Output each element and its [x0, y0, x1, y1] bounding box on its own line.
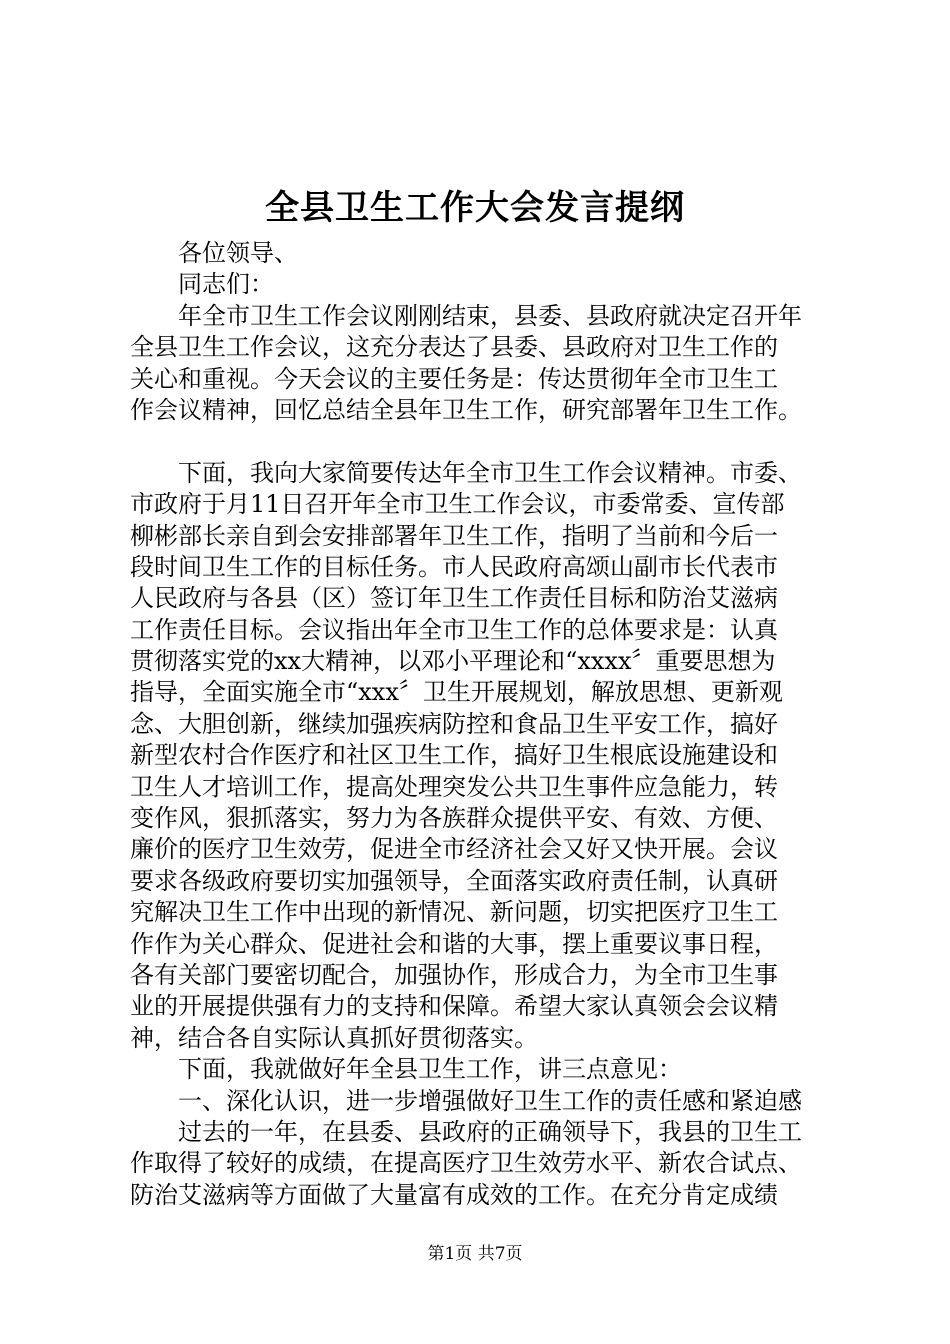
text-line: 同志们： [178, 270, 274, 299]
text-line: 工作责任目标。会议指出年全市卫生工作的总体要求是：认真 [130, 615, 778, 644]
text-line: 廉价的医疗卫生效劳，促进全市经济社会又好又快开展。会议 [130, 835, 778, 864]
text-line: 下面，我就做好年全县卫生工作，讲三点意见： [178, 1055, 682, 1084]
blank-line [130, 426, 850, 457]
text-line: 关心和重视。今天会议的主要任务是：传达贯彻年全市卫生工 [130, 364, 778, 393]
text-line: 卫生人才培训工作，提高处理突发公共卫生事件应急能力，转 [130, 772, 778, 801]
text-line: 下面，我向大家简要传达年全市卫生工作会议精神。市委、 [178, 458, 802, 487]
document-body [130, 238, 850, 1211]
text-line: 指导，全面实施全市“xxx〞卫生开展规划，解放思想、更新观 [130, 678, 783, 707]
text-line: 作作为关心群众、促进社会和谐的大事，摆上重要议事日程， [130, 929, 778, 958]
text-line: 究解决卫生工作中出现的新情况、新问题，切实把医疗卫生工 [130, 898, 778, 927]
text-line: 防治艾滋病等方面做了大量富有成效的工作。在充分肯定成绩 [130, 1180, 778, 1209]
text-line: 新型农村合作医疗和社区卫生工作，搞好卫生根底设施建设和 [130, 741, 778, 770]
text-line: 各有关部门要密切配合，加强协作，形成合力，为全市卫生事 [130, 960, 778, 989]
text-line: 市政府于月11日召开年全市卫生工作会议，市委常委、宣传部 [130, 490, 785, 519]
text-line: 念、大胆创新，继续加强疾病防控和食品卫生平安工作，搞好 [130, 709, 778, 738]
text-line: 柳彬部长亲自到会安排部署年卫生工作，指明了当前和今后一 [130, 521, 778, 550]
page-footer: 第1页 共7页 [427, 1244, 523, 1264]
text-line: 人民政府与各县（区）签订年卫生工作责任目标和防治艾滋病 [130, 584, 778, 613]
text-line: 各位领导、 [178, 239, 298, 267]
text-line: 作会议精神，回忆总结全县年卫生工作，研究部署年卫生工作。 [130, 395, 802, 424]
text-line: 要求各级政府要切实加强领导，全面落实政府责任制，认真研 [130, 866, 778, 895]
text-line: 年全市卫生工作会议刚刚结束，县委、县政府就决定召开年 [178, 301, 802, 330]
text-line: 过去的一年，在县委、县政府的正确领导下，我县的卫生工 [178, 1117, 802, 1146]
text-line: 变作风，狠抓落实，努力为各族群众提供平安、有效、方便、 [130, 804, 778, 833]
text-line: 贯彻落实党的xx大精神，以邓小平理论和“xxxx〞重要思想为 [130, 647, 776, 676]
text-line: 全县卫生工作会议，这充分表达了县委、县政府对卫生工作的 [130, 333, 778, 362]
section-heading: 一、深化认识，进一步增强做好卫生工作的责任感和紧迫感 [178, 1086, 802, 1115]
text-line: 神，结合各自实际认真抓好贯彻落实。 [130, 1023, 538, 1052]
text-line: 作取得了较好的成绩，在提高医疗卫生效劳水平、新农合试点、 [130, 1149, 802, 1178]
text-line: 段时间卫生工作的目标任务。市人民政府高颂山副市长代表市 [130, 552, 778, 581]
text-line: 业的开展提供强有力的支持和保障。希望大家认真领会会议精 [130, 992, 778, 1021]
document-title: 全县卫生工作大会发言提纲 [265, 188, 685, 228]
